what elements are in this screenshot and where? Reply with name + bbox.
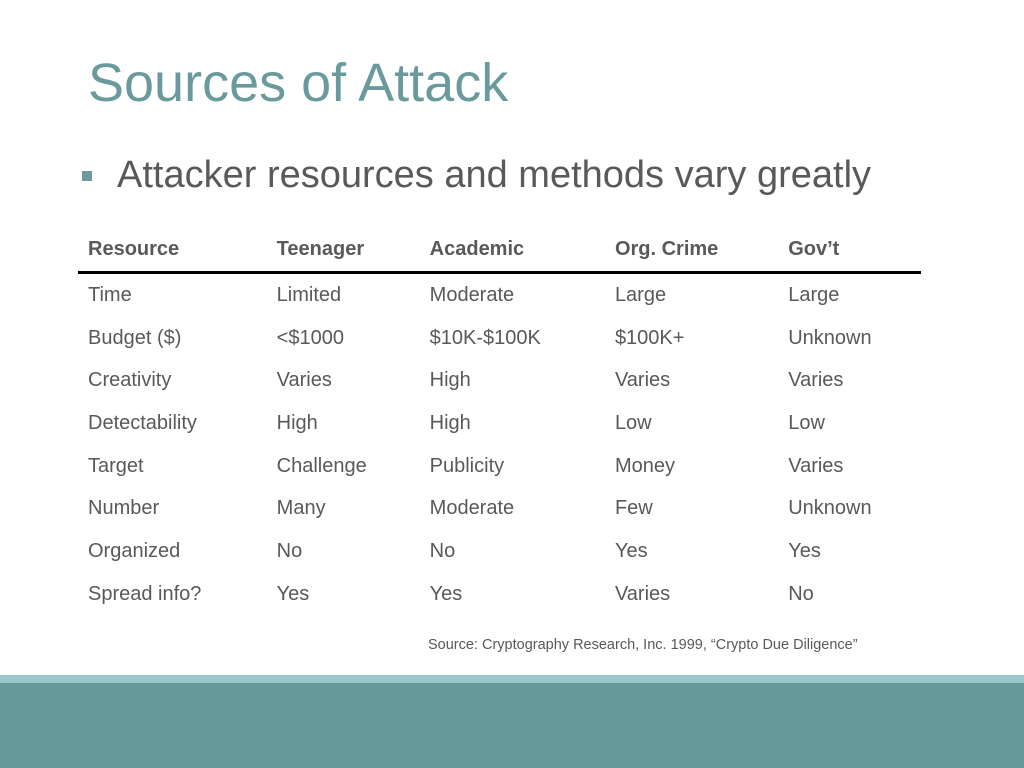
table-row	[78, 445, 921, 488]
square-bullet-icon	[82, 171, 92, 181]
row-label-cell: Number	[88, 497, 160, 520]
table-cell: Varies	[276, 369, 332, 392]
table-row	[78, 359, 921, 402]
table-cell: $100K+	[614, 326, 685, 349]
row-label-cell: Detectability	[88, 411, 197, 434]
table-cell: No	[276, 539, 303, 562]
column-header: Gov’t	[778, 228, 921, 273]
table-cell: Yes	[276, 582, 310, 605]
table-row	[78, 530, 921, 573]
table-cell: Publicity	[429, 454, 505, 477]
table-cell: Few	[614, 497, 653, 520]
table-header-row	[78, 228, 921, 273]
table-cell: High	[429, 411, 471, 434]
table-cell: Yes	[429, 582, 463, 605]
table-cell: Yes	[788, 539, 821, 562]
column-header: Teenager	[267, 228, 420, 273]
row-label-cell: Budget ($)	[88, 326, 182, 349]
row-label-cell: Creativity	[88, 369, 172, 392]
row-label-cell: Target	[88, 454, 144, 477]
table-cell: High	[276, 411, 318, 434]
table-row	[78, 573, 921, 616]
table-cell: Varies	[788, 454, 844, 477]
resource-table	[78, 228, 921, 616]
column-header: Resource	[78, 228, 267, 273]
table-cell: Money	[614, 454, 675, 477]
slide-title: Sources of Attack	[88, 53, 509, 113]
table-cell: No	[788, 582, 814, 605]
table-row	[78, 273, 921, 317]
table-cell: Unknown	[788, 326, 872, 349]
table-cell: Low	[788, 411, 825, 434]
table-cell: Limited	[276, 283, 342, 306]
row-label-cell: Spread info?	[88, 582, 202, 605]
table-cell: Challenge	[276, 454, 367, 477]
column-header: Org. Crime	[605, 228, 778, 273]
table-cell: $10K-$100K	[429, 326, 541, 349]
table-cell: Moderate	[429, 497, 515, 520]
table-cell: Large	[614, 283, 667, 306]
table-cell: Large	[788, 283, 840, 306]
table-body	[78, 273, 921, 616]
footer-band-dark	[0, 683, 1024, 768]
row-label-cell: Time	[88, 283, 132, 306]
table-cell: Low	[614, 411, 652, 434]
bullet-text: Attacker resources and methods vary greatly	[117, 154, 872, 196]
table-row	[78, 402, 921, 445]
table-cell: Varies	[614, 582, 671, 605]
table-cell: <$1000	[276, 326, 344, 349]
table-cell: Varies	[614, 369, 671, 392]
table-row	[78, 317, 921, 360]
footer-band-light	[0, 675, 1024, 683]
bullet-item	[82, 152, 871, 198]
column-header: Academic	[420, 228, 605, 273]
table-row	[78, 487, 921, 530]
row-label-cell: Organized	[88, 539, 181, 562]
source-citation: Source: Cryptography Research, Inc. 1999, “Crypto Due Diligence”	[428, 637, 858, 653]
table-cell: Varies	[788, 369, 844, 392]
table-cell: Many	[276, 497, 326, 520]
table-cell: Moderate	[429, 283, 515, 306]
table-cell: Unknown	[788, 497, 872, 520]
table-cell: High	[429, 369, 471, 392]
table-cell: Yes	[614, 539, 648, 562]
table-cell: No	[429, 539, 456, 562]
